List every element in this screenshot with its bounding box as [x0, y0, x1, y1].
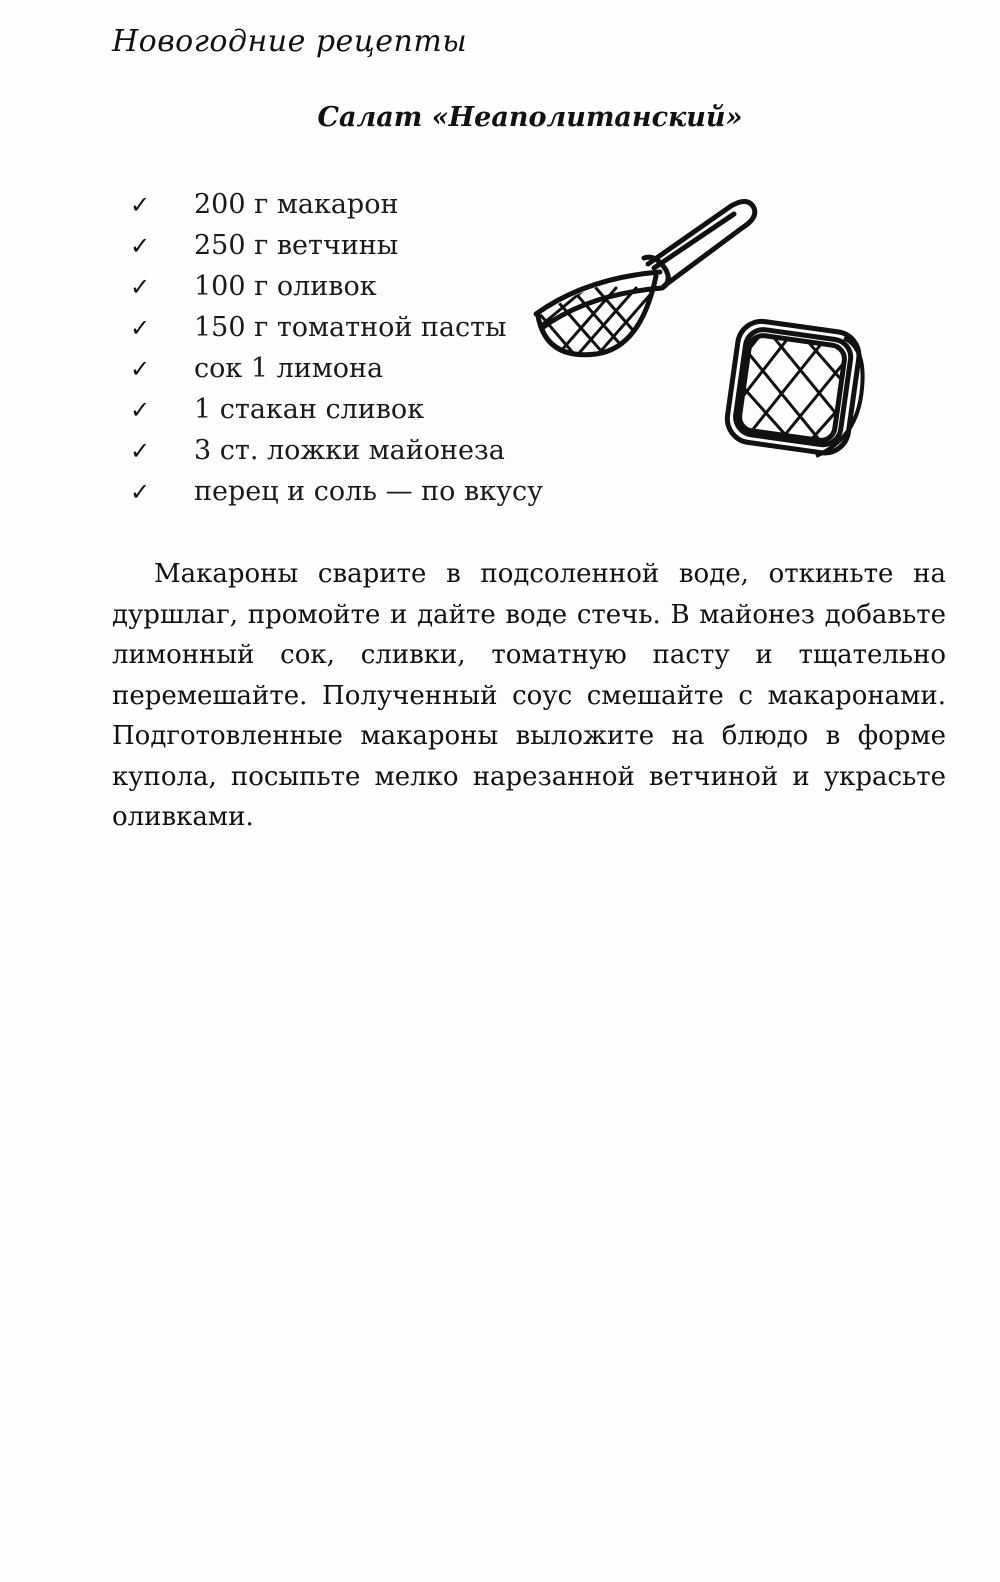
kitchen-illustration — [526, 188, 876, 488]
ingredient-item — [130, 225, 543, 266]
check-icon: ✓ — [130, 231, 151, 260]
check-icon: ✓ — [130, 190, 151, 219]
ingredient-text: 100 г оливок — [194, 271, 377, 302]
ingredient-item — [130, 471, 543, 512]
check-icon: ✓ — [130, 477, 151, 506]
pot-holder-icon — [724, 318, 866, 468]
ingredient-item — [130, 430, 543, 471]
ingredient-text: 200 г макарон — [194, 189, 399, 220]
ingredient-text: 150 г томатной пасты — [194, 312, 507, 343]
ingredient-text: перец и соль — по вкусу — [194, 476, 543, 507]
recipe-instructions: Макароны сварите в подсоленной воде, откиньте на дуршлаг, промойте и дайте воде стечь. В майонез добавьте лимонный сок, сливки, томатную пасту и тщательно перемешайте. Полученный соус смешайте с макаронами. Подготовленные макароны выложите на блюдо в форме купола, посыпьте мелко нарезанной ветчиной и украсьте оливками. — [112, 559, 946, 832]
ingredient-item — [130, 307, 543, 348]
ingredient-item — [130, 348, 543, 389]
ingredient-list — [130, 184, 543, 512]
check-icon: ✓ — [130, 395, 151, 424]
running-head: Новогодние рецепты — [112, 24, 468, 59]
ingredient-text: 250 г ветчины — [194, 230, 399, 261]
ingredient-item — [130, 389, 543, 430]
ingredient-text: сок 1 лимона — [194, 353, 384, 384]
ingredient-text: 3 ст. ложки майонеза — [194, 435, 505, 466]
ingredient-text: 1 стакан сливок — [194, 394, 425, 425]
check-icon: ✓ — [130, 313, 151, 342]
ingredient-item — [130, 266, 543, 307]
check-icon: ✓ — [130, 272, 151, 301]
ingredient-item — [130, 184, 543, 225]
check-icon: ✓ — [130, 354, 151, 383]
sieve-icon — [526, 201, 755, 368]
recipe-title: Салат «Неаполитанский» — [317, 102, 743, 133]
check-icon: ✓ — [130, 436, 151, 465]
